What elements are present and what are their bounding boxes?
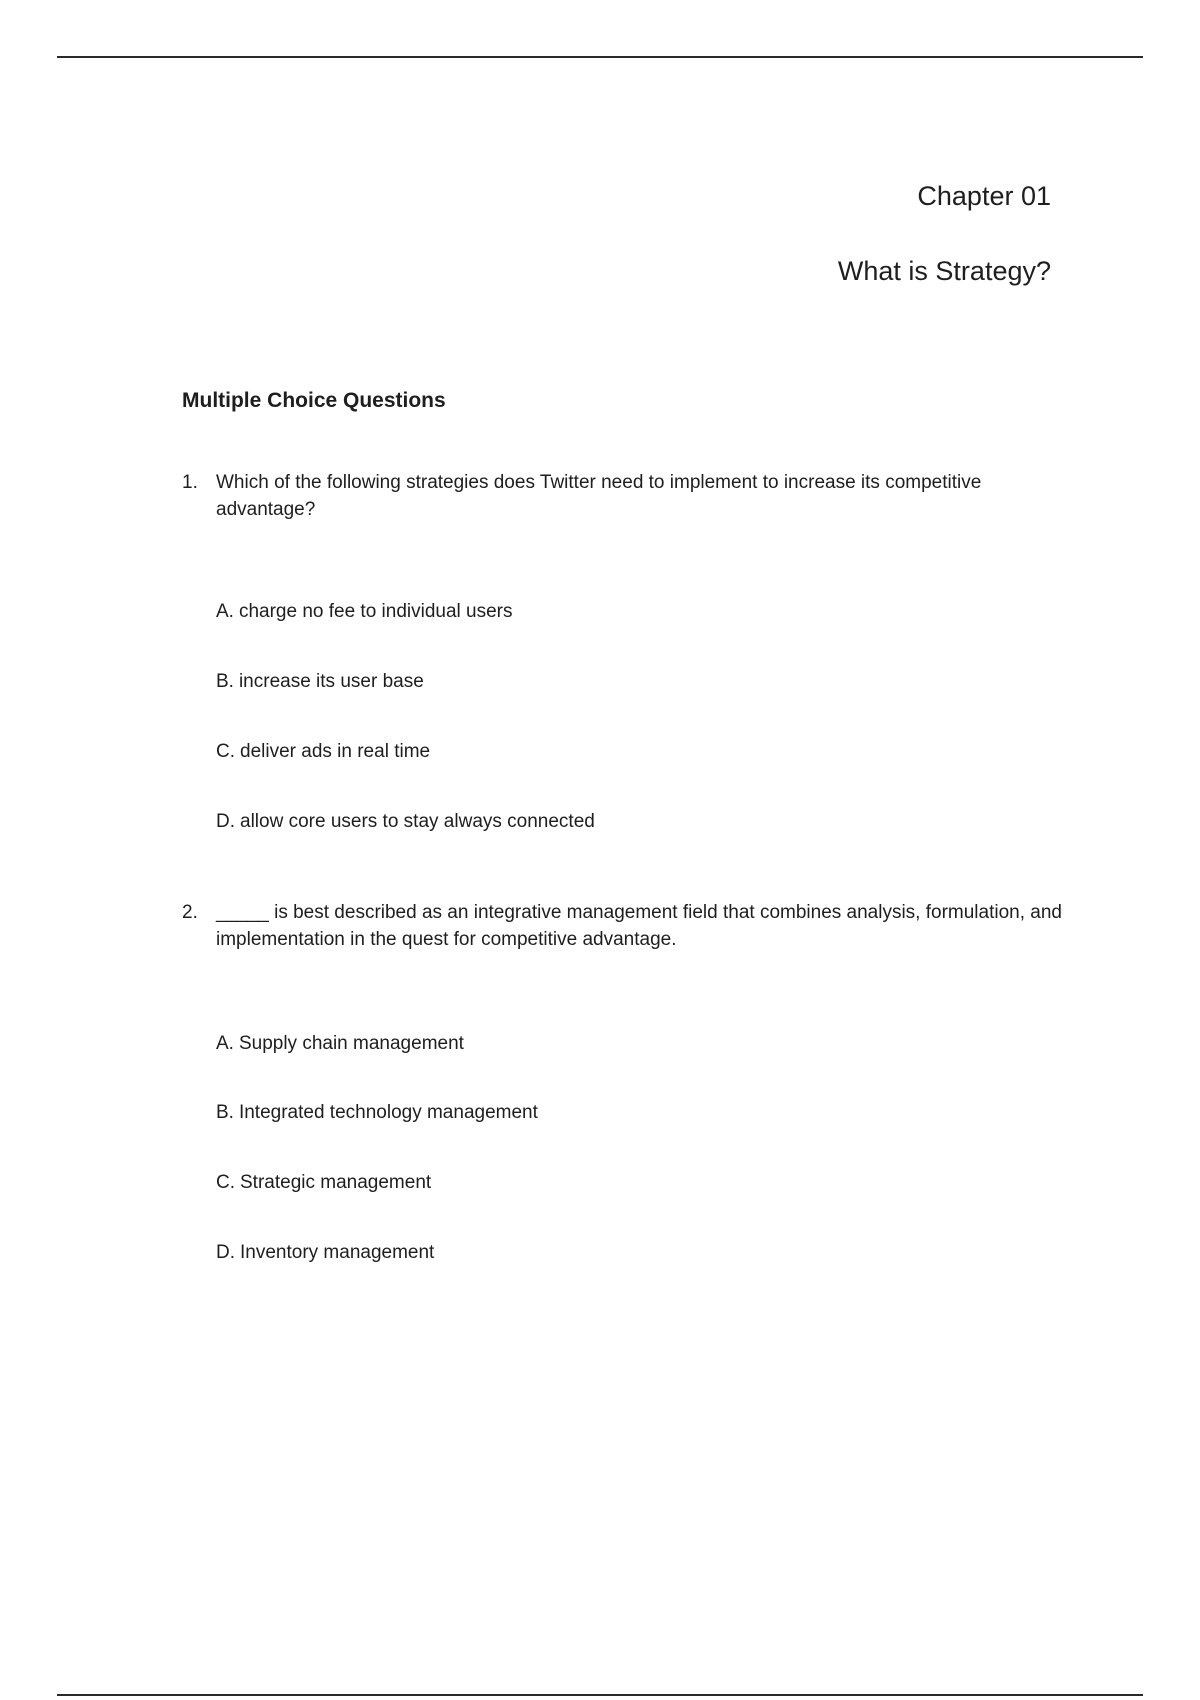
chapter-label: Chapter 01 bbox=[917, 181, 1051, 211]
question-1-option-d bbox=[216, 810, 595, 834]
question-number: 1. bbox=[182, 472, 198, 493]
question-2-option-d bbox=[216, 1241, 434, 1265]
option-letter: C. bbox=[216, 1172, 235, 1193]
option-letter: B. bbox=[216, 671, 234, 692]
question-text: Which of the following strategies does Twitter need to implement to increase its competitive advantage? bbox=[216, 472, 982, 520]
top-rule bbox=[57, 56, 1143, 58]
option-text: Inventory management bbox=[240, 1242, 435, 1263]
option-letter: D. bbox=[216, 811, 235, 832]
option-text: Integrated technology management bbox=[238, 1102, 538, 1123]
question-2 bbox=[182, 899, 1062, 953]
question-1-option-a bbox=[216, 600, 513, 624]
question-text: _____ is best described as an integrative management field that combines analysis, formulation, and implementation in the quest for competitive advantage. bbox=[216, 902, 1062, 950]
question-1 bbox=[182, 469, 1062, 523]
option-text: charge no fee to individual users bbox=[238, 601, 513, 622]
option-letter: B. bbox=[216, 1102, 234, 1123]
option-letter: A. bbox=[216, 601, 234, 622]
option-letter: C. bbox=[216, 741, 235, 762]
question-2-option-c bbox=[216, 1171, 431, 1195]
option-letter: D. bbox=[216, 1242, 235, 1263]
option-text: allow core users to stay always connected bbox=[240, 811, 595, 832]
option-letter: A. bbox=[216, 1033, 234, 1054]
option-text: increase its user base bbox=[238, 671, 424, 692]
question-2-option-a bbox=[216, 1032, 464, 1056]
bottom-rule bbox=[57, 1694, 1143, 1696]
question-2-option-b bbox=[216, 1101, 538, 1125]
option-text: Supply chain management bbox=[238, 1033, 464, 1054]
option-text: deliver ads in real time bbox=[240, 741, 431, 762]
question-1-option-c bbox=[216, 740, 430, 764]
question-number: 2. bbox=[182, 902, 198, 923]
section-heading: Multiple Choice Questions bbox=[182, 389, 446, 412]
question-1-option-b bbox=[216, 670, 424, 694]
chapter-title: What is Strategy? bbox=[837, 256, 1051, 286]
option-text: Strategic management bbox=[240, 1172, 432, 1193]
